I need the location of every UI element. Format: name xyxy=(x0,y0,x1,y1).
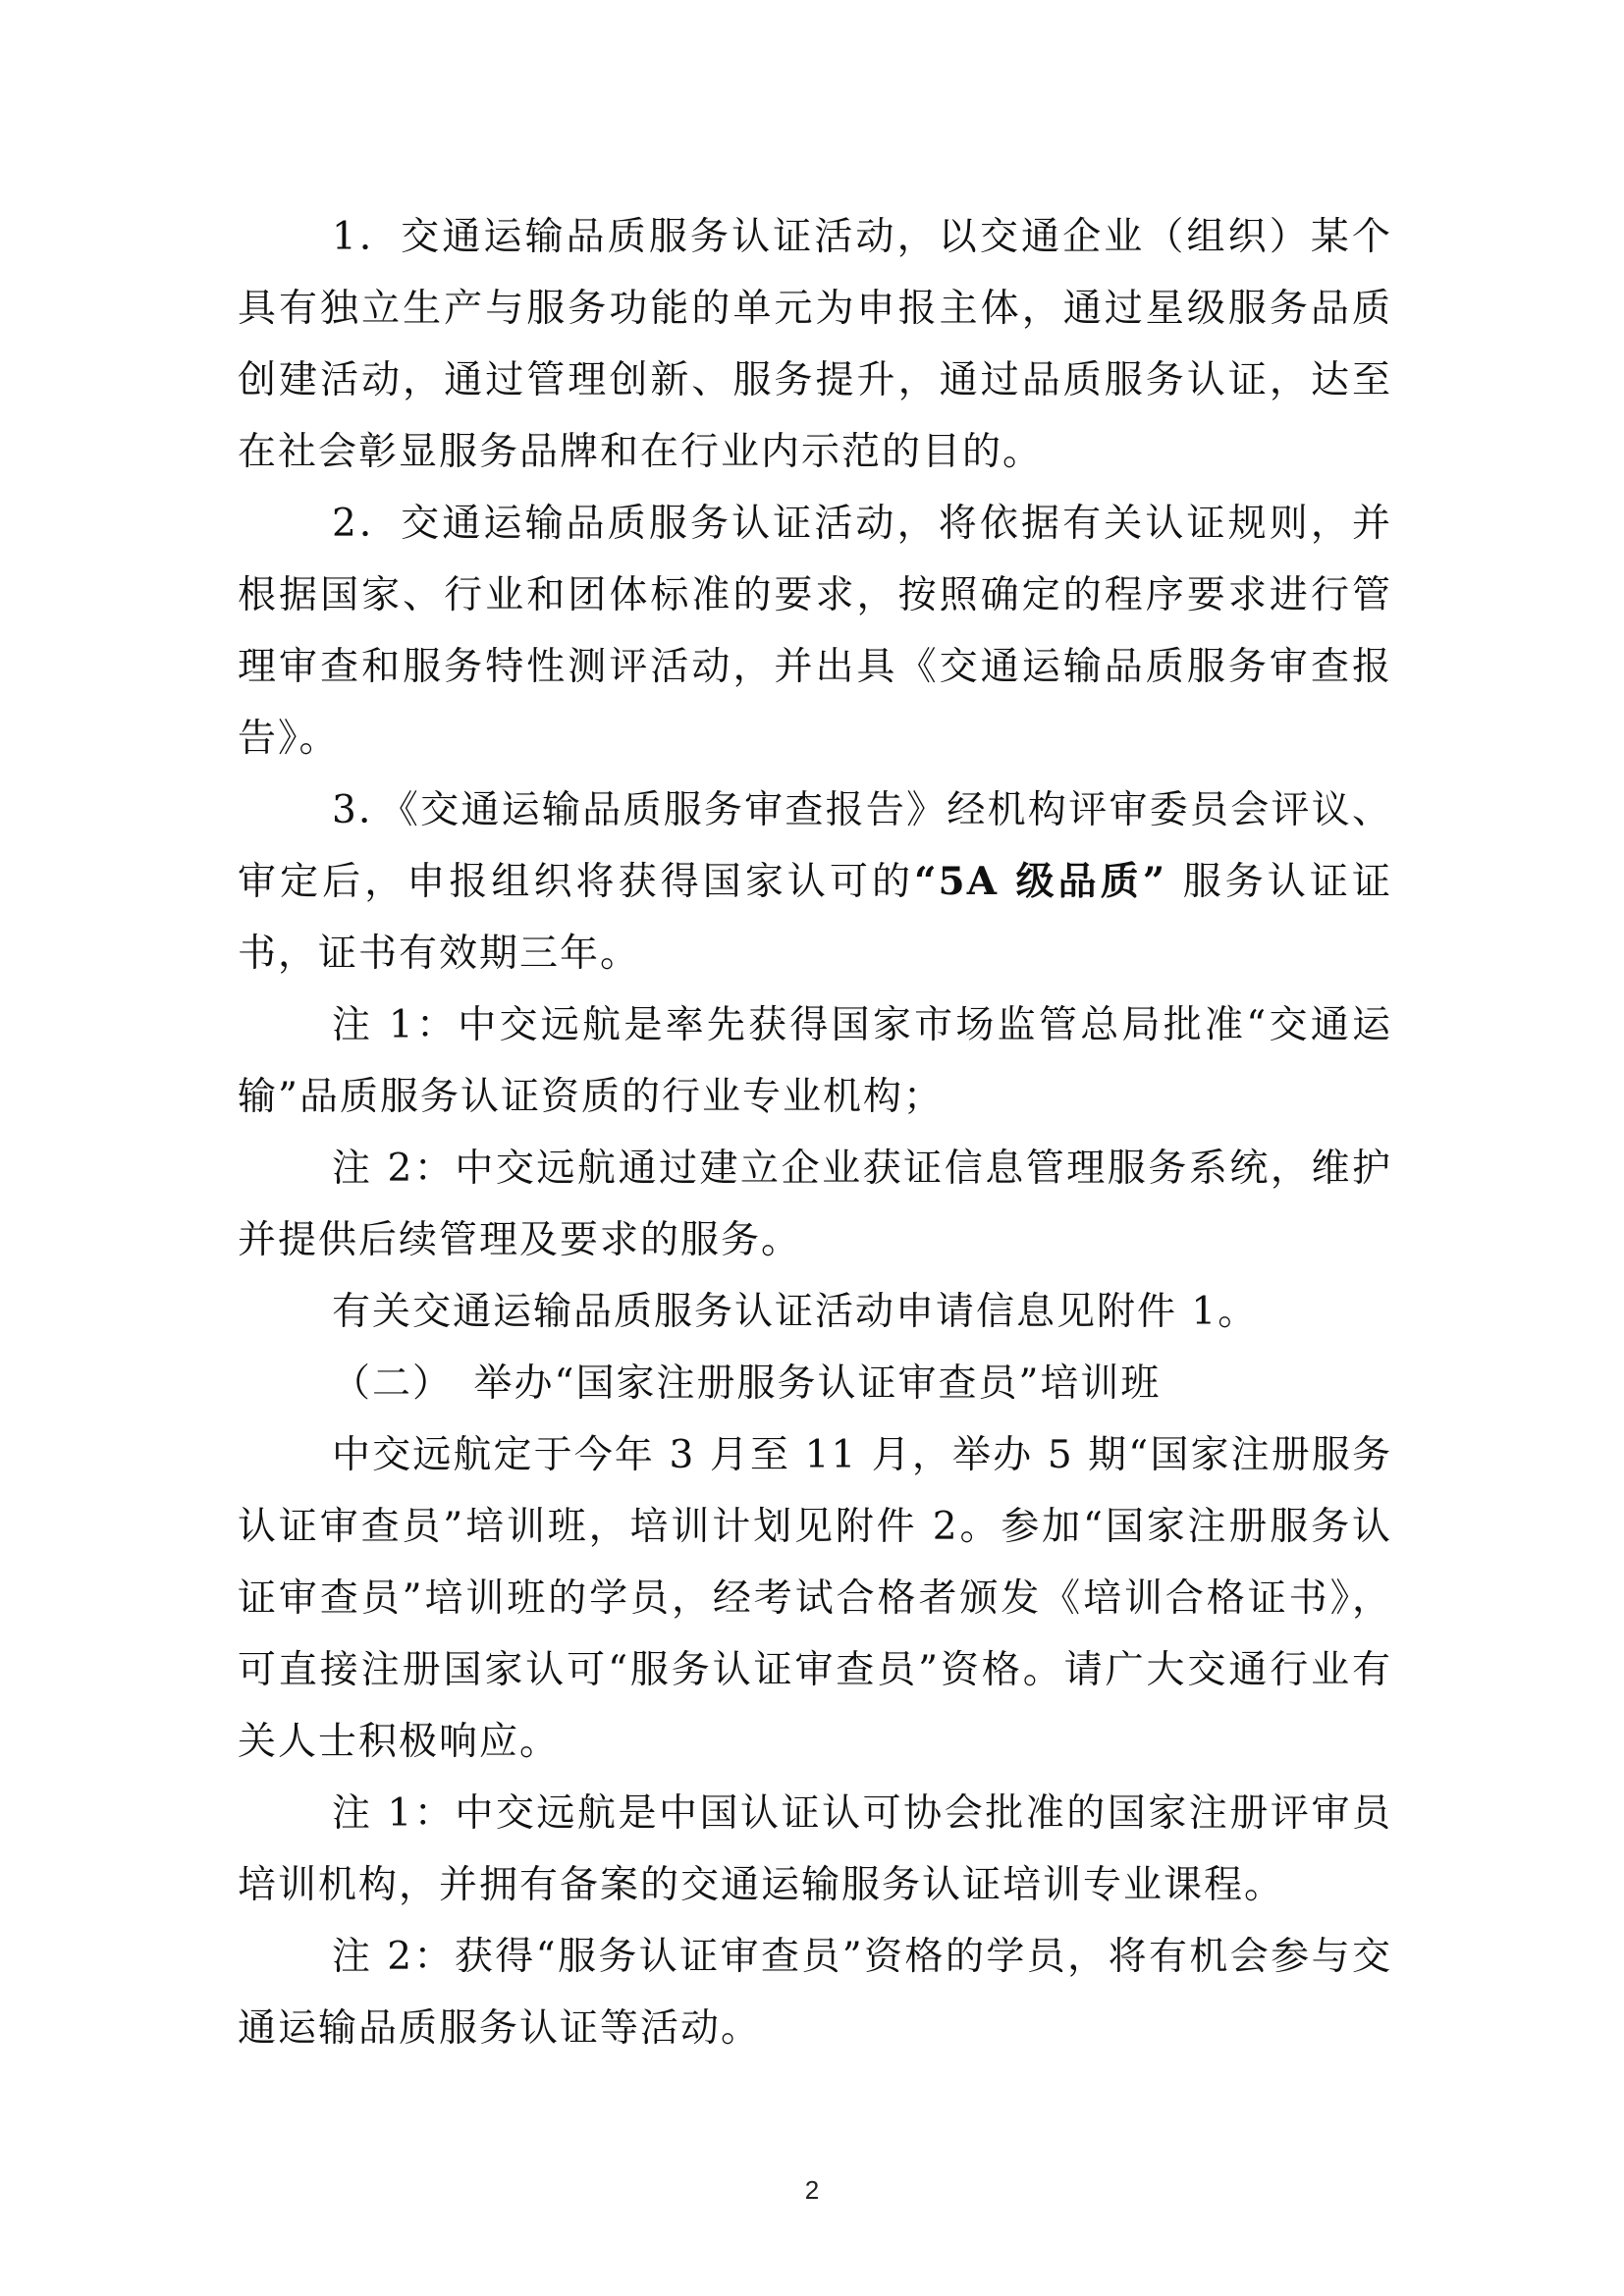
document-body xyxy=(238,201,1392,2064)
paragraph-application-info: 有关交通运输品质服务认证活动申请信息见附件 1。 xyxy=(332,1290,1259,1334)
paragraph-certificate-award xyxy=(238,774,1392,989)
note-2-management-system: 注 2：中交远航通过建立企业获证信息管理服务系统，维护并提供后续管理及要求的服务。 xyxy=(238,1147,1392,1262)
paragraph-training-plan: 中交远航定于今年 3 月至 11 月，举办 5 期“国家注册服务认证审查员”培训班，培训计划见附件 2。参加“国家注册服务认证审查员”培训班的学员，经考试合格者颁发《培训合格证书》，可直接注册国家认可“服务认证审查员”资格。请广大交通行业有关人士积极响应。 xyxy=(238,1433,1392,1764)
page-number: 2 xyxy=(804,2175,820,2205)
note-2-auditor-opportunity: 注 2：获得“服务认证审查员”资格的学员，将有机会参与交通运输品质服务认证等活动。 xyxy=(238,1935,1392,2051)
paragraph-certification-scope: 1．交通运输品质服务认证活动，以交通企业（组织）某个具有独立生产与服务功能的单元为申报主体，通过星级服务品质创建活动，通过管理创新、服务提升，通过品质服务认证，达至在社会彰显服务品牌和在行业内示范的目的。 xyxy=(238,215,1392,474)
note-1-training-institution: 注 1：中交远航是中国认证认可协会批准的国家注册评审员培训机构，并拥有备案的交通运输服务认证培训专业课程。 xyxy=(238,1791,1392,1907)
paragraph-certificate-award-end: 服务认证证书，证书有效期三年。 xyxy=(238,860,1392,976)
note-1-qualification: 注 1：中交远航是率先获得国家市场监管总局批准“交通运输”品质服务认证资质的行业专业机构； xyxy=(238,1003,1392,1119)
paragraph-certificate-award-start: 3．《交通运输品质服务审查报告》经机构评审委员会评议、审定后，申报组织将获得国家认可的 xyxy=(238,788,1392,904)
five-a-grade-label: “5A 级品质” xyxy=(914,859,1167,904)
section-heading-training: （二） 举办“国家注册服务认证审查员”培训班 xyxy=(332,1362,1162,1406)
paragraph-certification-process: 2．交通运输品质服务认证活动，将依据有关认证规则，并根据国家、行业和团体标准的要求，按照确定的程序要求进行管理审查和服务特性测评活动，并出具《交通运输品质服务审查报告》。 xyxy=(238,502,1392,761)
